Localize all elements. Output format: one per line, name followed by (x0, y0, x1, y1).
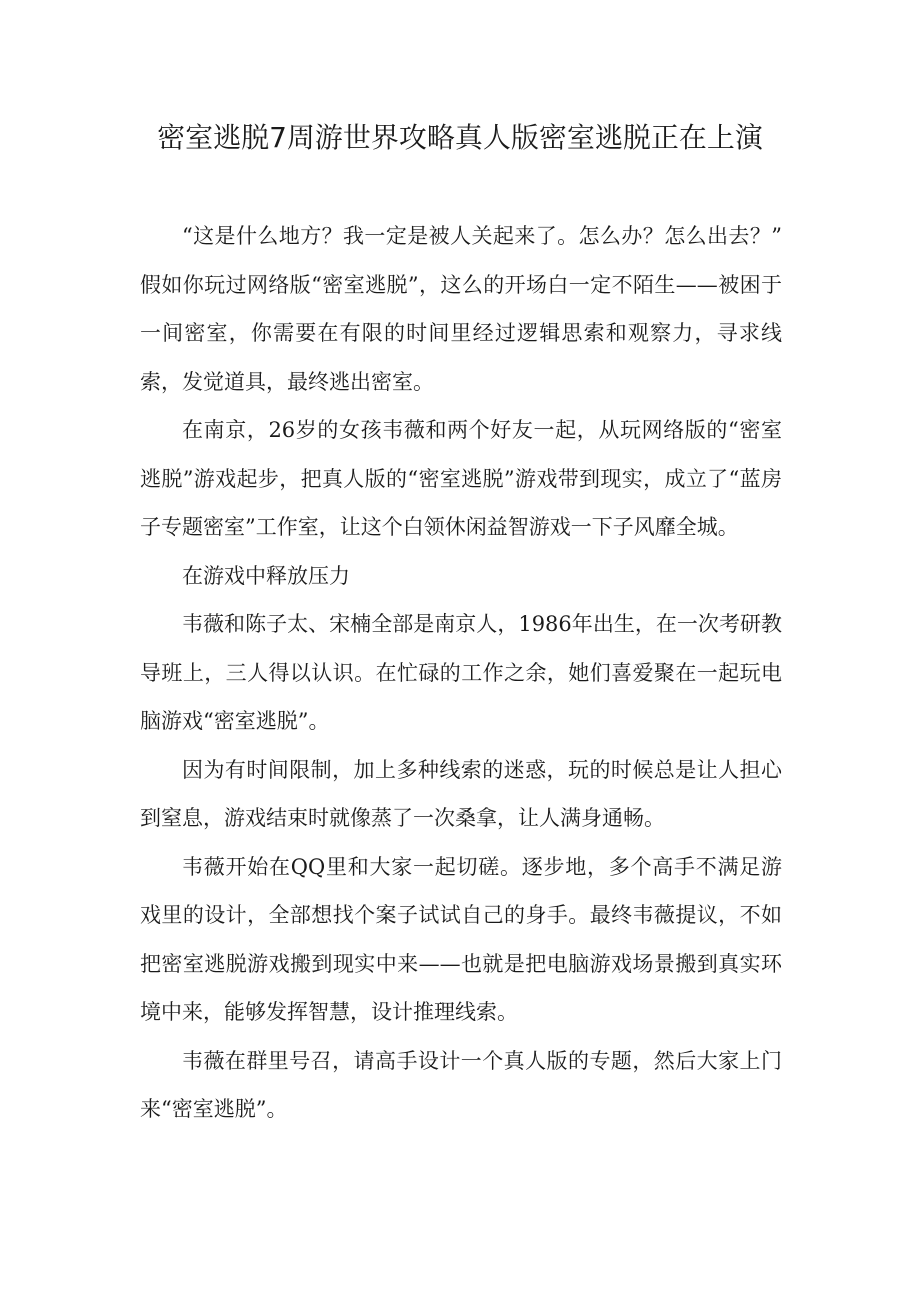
document-title: 密室逃脱7周游世界攻略真人版密室逃脱正在上演 (157, 121, 763, 154)
paragraph-intro: “这是什么地方？我一定是被人关起来了。怎么办？怎么出去？” 假如你玩过网络版“密室逃脱”，这么的开场白一定不陌生——被困于一间密室，你需要在有限的时间里经过逻辑思索和观察力，寻求线索，发觉道具，最终逃出密室。 (140, 224, 824, 394)
document-body (140, 212, 824, 1134)
section-heading: 在游戏中释放压力 (182, 563, 350, 588)
paragraph-call: 韦薇在群里号召，请高手设计一个真人版的专题，然后大家上门来“密室逃脱”。 (140, 1048, 782, 1121)
paragraph-founders: 韦薇和陈子太、宋楠全部是南京人，1986年出生，在一次考研教导班上，三人得以认识。在忙碌的工作之余，她们喜爱聚在一起玩电脑游戏“密室逃脱”。 (140, 612, 782, 733)
paragraph-qq: 韦薇开始在QQ里和大家一起切磋。逐步地，多个高手不满足游戏里的设计，全部想找个案子试试自己的身手。最终韦薇提议，不如把密室逃脱游戏搬到现实中来——也就是把电脑游戏场景搬到真实环境中来，能够发挥智慧，设计推理线索。 (140, 854, 782, 1024)
paragraph-pressure: 因为有时间限制，加上多种线索的迷惑，玩的时候总是让人担心到窒息，游戏结束时就像蒸了一次桑拿，让人满身通畅。 (140, 757, 782, 830)
paragraph-nanjing: 在南京，26岁的女孩韦薇和两个好友一起，从玩网络版的“密室逃脱”游戏起步，把真人版的“密室逃脱”游戏带到现实，成立了“蓝房子专题密室”工作室，让这个白领休闲益智游戏一下子风靡全城。 (140, 418, 782, 539)
